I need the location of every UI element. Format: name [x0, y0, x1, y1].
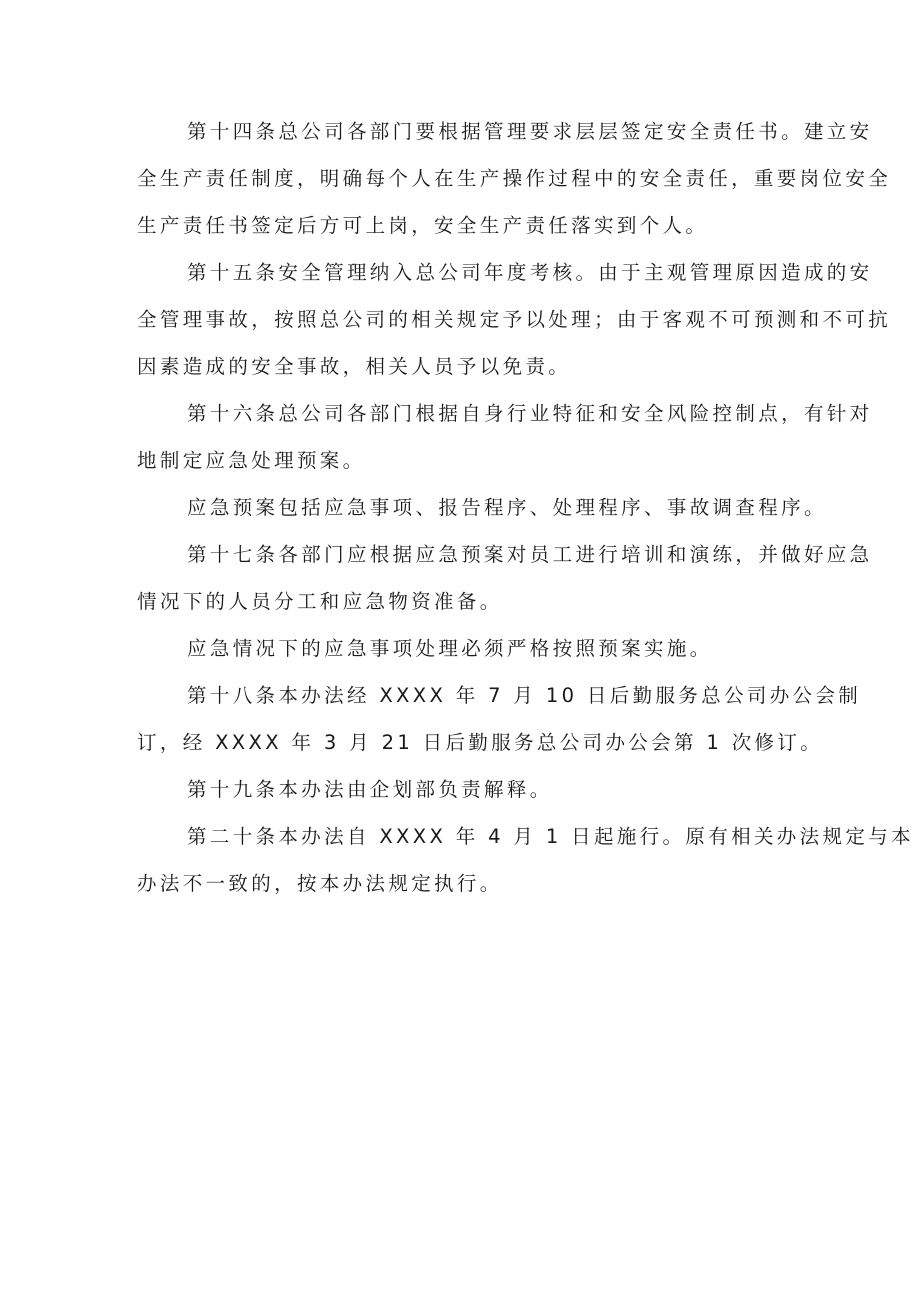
article-16-line-1: 第十六条总公司各部门根据自身行业特征和安全风险控制点，有针对 — [187, 402, 873, 425]
article-17-line-2: 情况下的人员分工和应急物资准备。 — [137, 590, 503, 613]
article-14-line-3: 生产责任书签定后方可上岗，安全生产责任落实到个人。 — [137, 214, 709, 237]
article-20-line-2: 办法不一致的，按本办法规定执行。 — [137, 872, 503, 895]
emergency-plan-paragraph: 应急预案包括应急事项、报告程序、处理程序、事故调查程序。 — [187, 496, 827, 519]
article-20-line-1: 第二十条本办法自 XXXX 年 4 月 1 日起施行。原有相关办法规定与本 — [187, 825, 914, 848]
article-18-line-2: 订，经 XXXX 年 3 月 21 日后勤服务总公司办公会第 1 次修订。 — [137, 731, 824, 754]
article-17-line-1: 第十七条各部门应根据应急预案对员工进行培训和演练，并做好应急 — [187, 543, 873, 566]
article-15-line-1: 第十五条安全管理纳入总公司年度考核。由于主观管理原因造成的安 — [187, 261, 873, 284]
article-19-paragraph: 第十九条本办法由企划部负责解释。 — [187, 778, 553, 801]
article-14-line-2: 全生产责任制度，明确每个人在生产操作过程中的安全责任，重要岗位安全 — [137, 167, 892, 190]
article-18-line-1: 第十八条本办法经 XXXX 年 7 月 10 日后勤服务总公司办公会制 — [187, 684, 862, 707]
emergency-handling-paragraph: 应急情况下的应急事项处理必须严格按照预案实施。 — [187, 637, 713, 660]
article-15-line-3: 因素造成的安全事故，相关人员予以免责。 — [137, 355, 572, 378]
article-15-line-2: 全管理事故，按照总公司的相关规定予以处理；由于客观不可预测和不可抗 — [137, 308, 892, 331]
article-14-line-1: 第十四条总公司各部门要根据管理要求层层签定安全责任书。建立安 — [187, 120, 873, 143]
article-16-line-2: 地制定应急处理预案。 — [137, 449, 366, 472]
